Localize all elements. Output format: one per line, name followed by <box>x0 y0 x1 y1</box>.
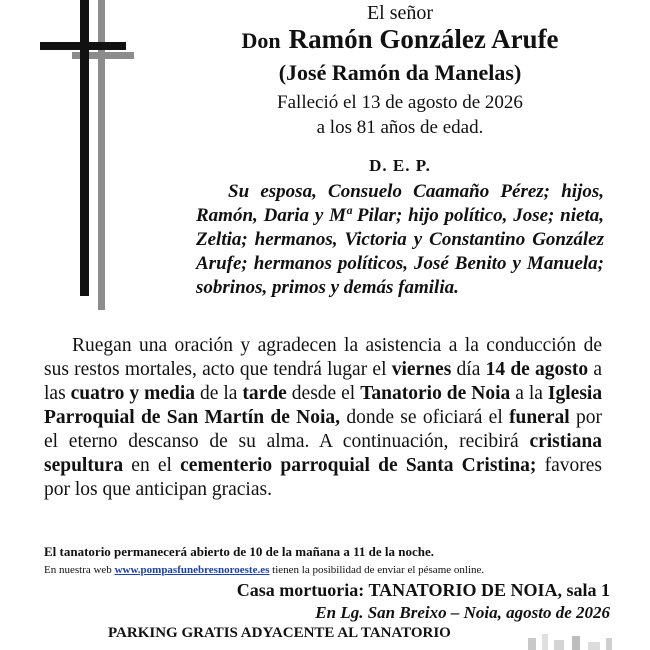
name-prefix: Don <box>241 28 281 53</box>
parking-notice: PARKING GRATIS ADYACENTE AL TANATORIO <box>108 625 451 641</box>
ceremony-funeral: funeral <box>509 407 570 428</box>
ceremony-text: favores por los que anticipan gracias. <box>44 455 603 500</box>
ceremony-text: día <box>456 359 481 380</box>
age-line: a los 81 años de edad. <box>316 117 484 138</box>
ceremony-text: Ruegan una oración y agradecen la asistencia a la conducción de sus restos mortales, acto que tendrá lugar el <box>44 335 602 380</box>
family-paragraph: Su esposa, Consuelo Caamaño Pérez; hijos, Ramón, Daria y Mª Pilar; hijo político, Jose; nieta, Zeltia; hermanos, Victoria y Constantino González Arufe; hermanos políticos, José Benito y Manuela; sobrinos, primos y demás familia. <box>196 181 604 298</box>
ceremony-cemetery: cementerio parroquial de Santa Cristina; <box>180 455 537 476</box>
ceremony-text: por el eterno descanso de su alma. A continuación, recibirá <box>44 407 603 452</box>
place-date: En Lg. San Breixo – Noia, agosto de 2026 <box>315 603 610 622</box>
ceremony-period: tarde <box>242 383 287 404</box>
ceremony-paragraph <box>44 334 602 502</box>
ceremony-burial: cristiana sepultura <box>44 431 603 476</box>
ceremony-time: cuatro y media <box>70 383 196 404</box>
ceremony-text: en el <box>131 455 172 476</box>
ceremony-text: a la <box>515 383 543 404</box>
casa-value: TANATORIO DE NOIA, sala 1 <box>368 580 610 600</box>
cross-icon <box>0 0 140 310</box>
ceremony-text: de la <box>200 383 238 404</box>
ceremony-day: viernes <box>391 359 452 380</box>
website-link[interactable]: www.pompasfunebresnoroeste.es <box>114 564 270 576</box>
casa-label: Casa mortuoria: <box>236 580 365 600</box>
name-text: Ramón González Arufe <box>288 24 559 54</box>
ceremony-text: desde el <box>291 383 356 404</box>
web-notice <box>44 564 484 576</box>
casa-mortuoria <box>237 580 610 601</box>
ceremony-date: 14 de agosto <box>485 359 589 380</box>
death-date: Falleció el 13 de agosto de 2026 <box>277 92 523 113</box>
web-prefix: En nuestra web <box>44 564 112 576</box>
ceremony-text: donde se oficiará el <box>346 407 503 428</box>
deceased-alias: (José Ramón da Manelas) <box>278 60 522 85</box>
tanatorio-hours: El tanatorio permanecerá abierto de 10 de la mañana a 11 de la noche. <box>44 544 434 559</box>
ceremony-text: a las <box>44 359 603 404</box>
corner-ornament-icon <box>528 632 618 650</box>
ceremony-church: Iglesia Parroquial de San Martín de Noia, <box>44 383 603 428</box>
ceremony-origin: Tanatorio de Noia <box>360 383 511 404</box>
web-suffix: tienen la posibilidad de enviar el pésame online. <box>272 564 485 576</box>
heading-senor: El señor <box>366 2 434 24</box>
rip-text: D. E. P. <box>369 156 431 175</box>
deceased-name <box>190 24 610 55</box>
